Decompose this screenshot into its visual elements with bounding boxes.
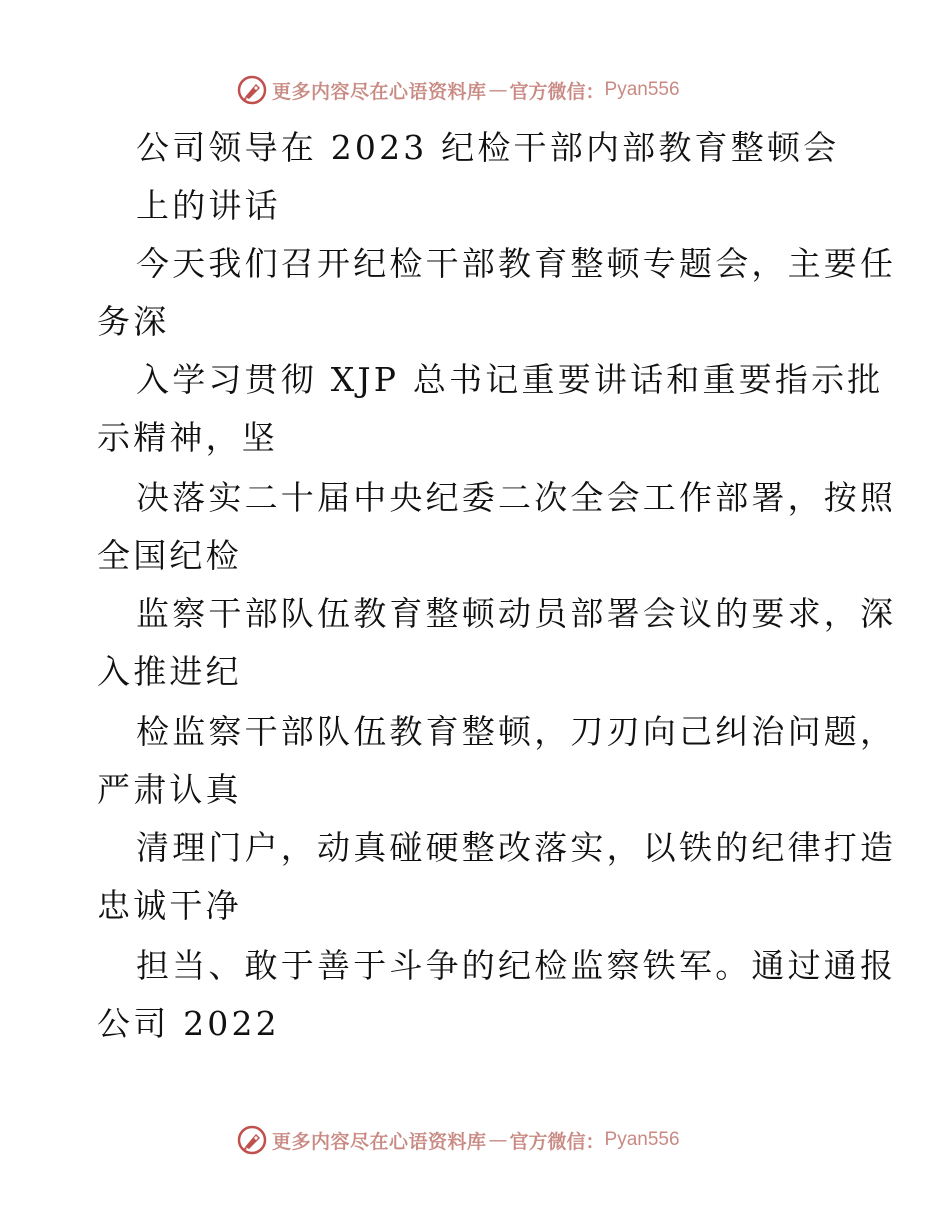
- pen-nib-icon: [236, 74, 268, 106]
- paragraph-line: 清理门户，动真碰硬整改落实，以铁的纪律打造: [136, 828, 897, 867]
- paragraph-line: 检监察干部队伍教育整顿，刀刃向己纠治问题，: [136, 712, 897, 751]
- paragraph-line: 示精神，坚: [97, 418, 278, 457]
- watermark-wechat-id: Pyan556: [604, 79, 680, 100]
- watermark-header: [236, 72, 680, 108]
- paragraph-line: 入推进纪: [97, 652, 242, 691]
- paragraph-line: 务深: [97, 302, 170, 341]
- paragraph-line: 监察干部队伍教育整顿动员部署会议的要求，深: [136, 594, 897, 633]
- paragraph-line: 担当、敢于善于斗争的纪检监察铁军。通过通报: [136, 946, 897, 985]
- watermark-separator: —: [488, 79, 508, 101]
- watermark-text: 更多内容尽在心语资料库: [272, 80, 487, 103]
- paragraph-line: 公司 2022: [97, 1004, 280, 1043]
- paragraph-line: 全国纪检: [97, 536, 242, 575]
- pen-nib-icon: [236, 1124, 268, 1156]
- document-title-line-1: 公司领导在 2023 纪检干部内部教育整顿会: [136, 128, 840, 167]
- watermark-text: 更多内容尽在心语资料库: [272, 1130, 487, 1153]
- paragraph-line: 忠诚干净: [97, 886, 242, 925]
- watermark-official-label: 官方微信：: [509, 80, 605, 103]
- document-title-line-2: 上的讲话: [136, 186, 281, 225]
- paragraph-line: 严肃认真: [97, 770, 242, 809]
- watermark-official-label: 官方微信：: [509, 1130, 605, 1153]
- watermark-separator: —: [488, 1129, 508, 1151]
- paragraph-line: 今天我们召开纪检干部教育整顿专题会，主要任: [136, 244, 897, 283]
- watermark-footer: [236, 1122, 680, 1158]
- paragraph-line: 决落实二十届中央纪委二次全会工作部署，按照: [136, 478, 897, 517]
- paragraph-line: 入学习贯彻 XJP 总书记重要讲话和重要指示批: [136, 360, 884, 399]
- watermark-wechat-id: Pyan556: [604, 1129, 680, 1150]
